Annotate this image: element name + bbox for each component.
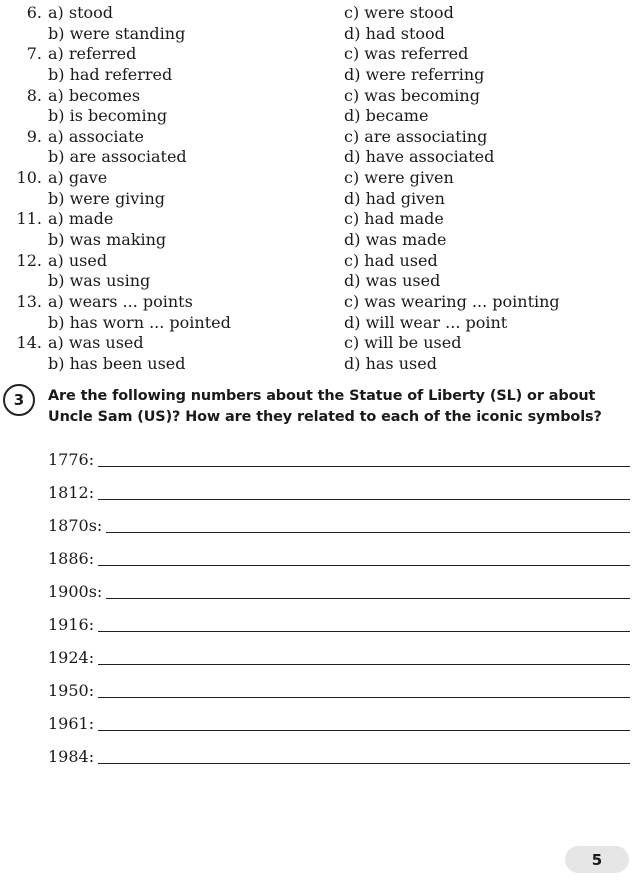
question-item bbox=[0, 209, 632, 250]
question-number: 12. bbox=[16, 250, 42, 270]
option-b: b) has been used bbox=[48, 353, 186, 373]
answer-row bbox=[48, 516, 630, 549]
question-item bbox=[0, 86, 632, 127]
option-a: a) becomes bbox=[48, 85, 141, 105]
option-c: c) was referred bbox=[344, 44, 469, 64]
option-c: c) are associating bbox=[344, 126, 488, 146]
answer-line[interactable] bbox=[98, 565, 630, 566]
year-label: 1984: bbox=[48, 747, 95, 766]
exercise-instruction: Are the following numbers about the Statue of Liberty (SL) or about Uncle Sam (US)? How are they related to each of the iconic symbols? bbox=[48, 388, 602, 425]
question-item bbox=[0, 3, 632, 44]
answer-line[interactable] bbox=[98, 466, 630, 467]
year-label: 1776: bbox=[48, 450, 95, 469]
option-b: b) had referred bbox=[48, 64, 173, 84]
question-item bbox=[0, 292, 632, 333]
question-number: 6. bbox=[26, 3, 42, 22]
answer-line[interactable] bbox=[98, 631, 630, 632]
question-item bbox=[0, 44, 632, 85]
option-c: c) was wearing ... pointing bbox=[344, 292, 560, 312]
answer-row bbox=[48, 615, 630, 648]
option-d: d) will wear ... point bbox=[344, 312, 508, 332]
answer-line[interactable] bbox=[106, 598, 630, 599]
question-item bbox=[0, 168, 632, 209]
answer-row bbox=[48, 747, 630, 780]
option-c: c) was becoming bbox=[344, 85, 480, 105]
option-a: a) gave bbox=[48, 168, 108, 188]
year-label: 1812: bbox=[48, 483, 95, 502]
option-d: d) had stood bbox=[344, 23, 445, 43]
page-number: 5 bbox=[565, 846, 629, 873]
answer-row bbox=[48, 681, 630, 714]
question-number: 9. bbox=[26, 126, 42, 146]
option-b: b) has worn ... pointed bbox=[48, 312, 231, 332]
year-label: 1950: bbox=[48, 681, 95, 700]
answer-line[interactable] bbox=[98, 664, 630, 665]
question-number: 7. bbox=[26, 44, 42, 64]
option-b: b) are associated bbox=[48, 147, 187, 167]
question-number: 13. bbox=[16, 292, 42, 312]
answer-blanks bbox=[48, 450, 630, 780]
question-item bbox=[0, 127, 632, 168]
answer-line[interactable] bbox=[98, 763, 630, 764]
option-b: b) was using bbox=[48, 271, 151, 291]
option-c: c) had used bbox=[344, 250, 438, 270]
option-a: a) stood bbox=[48, 3, 114, 22]
answer-line[interactable] bbox=[98, 499, 630, 500]
option-a: a) used bbox=[48, 250, 108, 270]
option-a: a) was used bbox=[48, 333, 144, 353]
option-a: a) made bbox=[48, 209, 114, 229]
option-b: b) was making bbox=[48, 230, 167, 250]
answer-row bbox=[48, 582, 630, 615]
question-item bbox=[0, 251, 632, 292]
option-c: c) were given bbox=[344, 168, 454, 188]
option-b: b) were standing bbox=[48, 23, 186, 43]
question-number: 10. bbox=[16, 168, 42, 188]
answer-row bbox=[48, 714, 630, 747]
option-d: d) had given bbox=[344, 188, 445, 208]
year-label: 1961: bbox=[48, 714, 95, 733]
answer-row bbox=[48, 648, 630, 681]
option-b: b) were giving bbox=[48, 188, 165, 208]
option-c: c) had made bbox=[344, 209, 444, 229]
option-a: a) wears ... points bbox=[48, 292, 193, 312]
year-label: 1900s: bbox=[48, 582, 103, 601]
year-label: 1886: bbox=[48, 549, 95, 568]
question-number: 8. bbox=[26, 85, 42, 105]
option-a: a) associate bbox=[48, 126, 144, 146]
multiple-choice-list bbox=[0, 3, 632, 375]
option-d: d) were referring bbox=[344, 64, 485, 84]
question-number: 11. bbox=[16, 209, 42, 229]
option-d: d) became bbox=[344, 106, 429, 126]
answer-line[interactable] bbox=[98, 697, 630, 698]
answer-row bbox=[48, 549, 630, 582]
option-d: d) was made bbox=[344, 230, 447, 250]
answer-row bbox=[48, 483, 630, 516]
question-number: 14. bbox=[16, 333, 42, 353]
year-label: 1916: bbox=[48, 615, 95, 634]
option-a: a) referred bbox=[48, 44, 137, 64]
option-c: c) will be used bbox=[344, 333, 462, 353]
option-d: d) have associated bbox=[344, 147, 495, 167]
answer-line[interactable] bbox=[106, 532, 630, 533]
option-b: b) is becoming bbox=[48, 106, 168, 126]
question-item bbox=[0, 333, 632, 374]
year-label: 1870s: bbox=[48, 516, 103, 535]
year-label: 1924: bbox=[48, 648, 95, 667]
exercise-number-badge: 3 bbox=[3, 384, 35, 416]
answer-row bbox=[48, 450, 630, 483]
option-d: d) was used bbox=[344, 271, 441, 291]
answer-line[interactable] bbox=[98, 730, 630, 731]
option-d: d) has used bbox=[344, 353, 437, 373]
exercise-3-header bbox=[0, 384, 632, 434]
option-c: c) were stood bbox=[344, 3, 454, 22]
